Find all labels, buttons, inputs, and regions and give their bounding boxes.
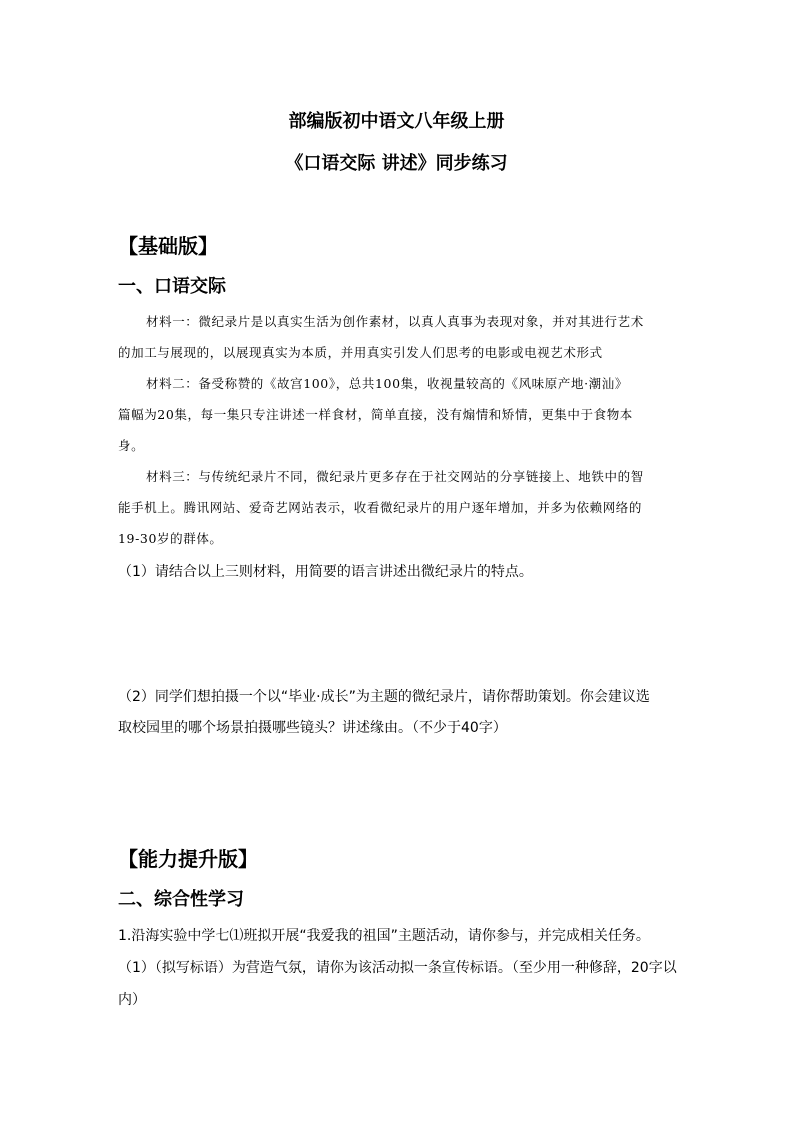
basic-version-header: 【基础版】: [118, 234, 218, 258]
material-line: 19-30岁的群体。: [118, 531, 223, 546]
item-1: 1.沿海实验中学七⑴班拟开展“我爱我的祖国”主题活动，请你参与，并完成相关任务。: [118, 928, 650, 944]
document-title-line1: 部编版初中语文八年级上册: [288, 111, 505, 132]
question-2-line1: （2）同学们想拍摄一个以“毕业·成长”为主题的微纪录片，请你帮助策划。你会建议选: [118, 689, 650, 705]
advanced-version-header: 【能力提升版】: [118, 847, 258, 871]
material-line: 身。: [118, 438, 145, 453]
item-1-question-1-line2: 内）: [118, 992, 146, 1008]
question-2-line2: 取校园里的哪个场景拍摄哪些镜头？讲述缘由。（不少于40字）: [118, 720, 507, 736]
section-two-title: 二、综合性学习: [118, 889, 244, 910]
document-title-line2: 《口语交际 讲述》同步练习: [285, 153, 508, 174]
material-line: 篇幅为20集，每一集只专注讲述一样食材，简单直接，没有煽情和矫情，更集中于食物本: [118, 407, 633, 422]
section-one-title: 一、口语交际: [118, 276, 226, 297]
material-line: 材料一：微纪录片是以真实生活为创作素材，以真人真事为表现对象，并对其进行艺术: [146, 314, 644, 329]
material-line: 材料三：与传统纪录片不同，微纪录片更多存在于社交网站的分享链接上、地铁中的智: [146, 469, 644, 484]
material-line: 能手机上。腾讯网站、爱奇艺网站表示，收看微纪录片的用户逐年增加，并多为依赖网络的: [118, 500, 643, 515]
item-1-question-1-line1: （1）（拟写标语）为营造气氛，请你为该活动拟一条宣传标语。（至少用一种修辞，20字以: [118, 960, 677, 976]
material-line: 的加工与展现的，以展现真实为本质，并用真实引发人们思考的电影或电视艺术形式: [118, 345, 603, 360]
material-line: 材料二：备受称赞的《故宫100》，总共100集，收视量较高的《风味原产地·潮汕》: [146, 376, 628, 391]
question-1: （1）请结合以上三则材料，用简要的语言讲述出微纪录片的特点。: [118, 564, 533, 580]
